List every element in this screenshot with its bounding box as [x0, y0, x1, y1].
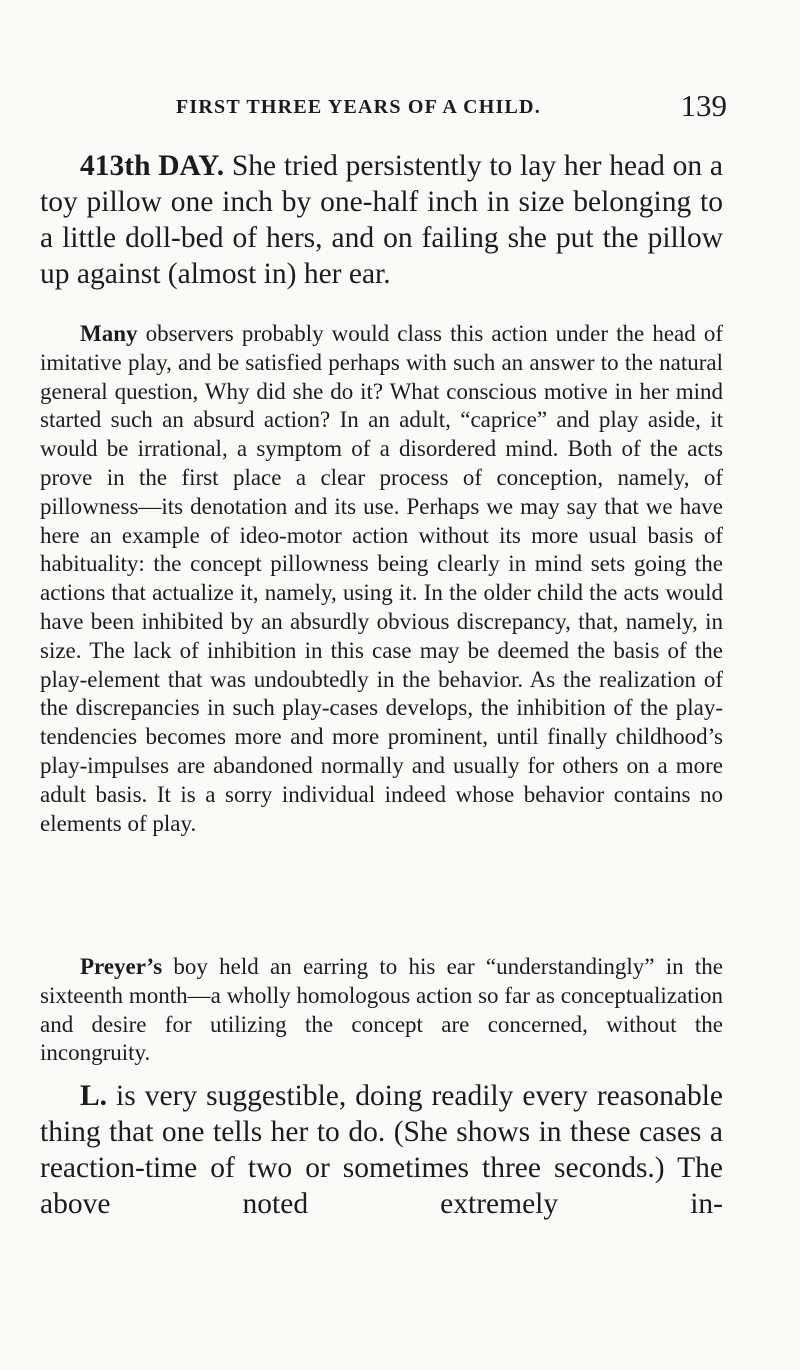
- paragraph-suggestible: [40, 1078, 723, 1222]
- paragraph-lead: L.: [80, 1080, 108, 1112]
- running-head: [40, 88, 727, 128]
- paragraph-lead: 413th DAY.: [80, 150, 225, 182]
- paragraph-body: She tried persistently to lay her head on a toy pillow one inch by one-half inch in size belonging to a little doll-bed of hers, and on failing she put the pillow up against (almost in) her ear.: [40, 150, 723, 290]
- paragraph-lead: Preyer’s: [80, 954, 163, 979]
- paragraph-body: boy held an earring to his ear “understandingly” in the sixteenth month—a wholly homologous action so far as conceptualization and desire for utilizing the concept are concerned, without the incongruity.: [40, 954, 723, 1066]
- paragraph-preyer: [40, 953, 723, 1068]
- paragraph-body: observers probably would class this action under the head of imitative play, and be satisfied perhaps with such an answer to the natural general question, Why did she do it? What conscious motive in her mind started such an absurd action? In an adult, “caprice” and play aside, it would be irrational, a symptom of a disordered mind. Both of the acts prove in the first place a clear process of conception, namely, of pillowness—its denotation and its use. Perhaps we may say that we have here an example of ideo-motor action without its more usual basis of habituality: the concept pillowness being clearly in mind sets going the actions that actualize it, namely, using it. In the older child the acts would have been inhibited by an absurdly obvious discrepancy, that, namely, in size. The lack of inhibition in this case may be deemed the basis of the play-element that was undoubtedly in the behavior. As the realization of the discrepancies in such play-cases develops, the inhibition of the play-tendencies becomes more and more prominent, until finally childhood’s play-impulses are abandoned normally and usually for others on a more adult basis. It is a sorry individual indeed whose behavior contains no elements of play.: [40, 321, 723, 836]
- page-number: 139: [680, 88, 727, 123]
- running-title: FIRST THREE YEARS OF A CHILD.: [176, 96, 541, 118]
- paragraph-body: is very suggestible, doing readily every reasonable thing that one tells her to do. (She shows in these cases a reaction-time of two or sometimes three seconds.) The above noted extremely in-: [40, 1080, 723, 1220]
- paragraph-lead: Many: [80, 321, 138, 346]
- paragraph-imitative-play: [40, 320, 723, 838]
- paragraph-413th-day: [40, 148, 723, 292]
